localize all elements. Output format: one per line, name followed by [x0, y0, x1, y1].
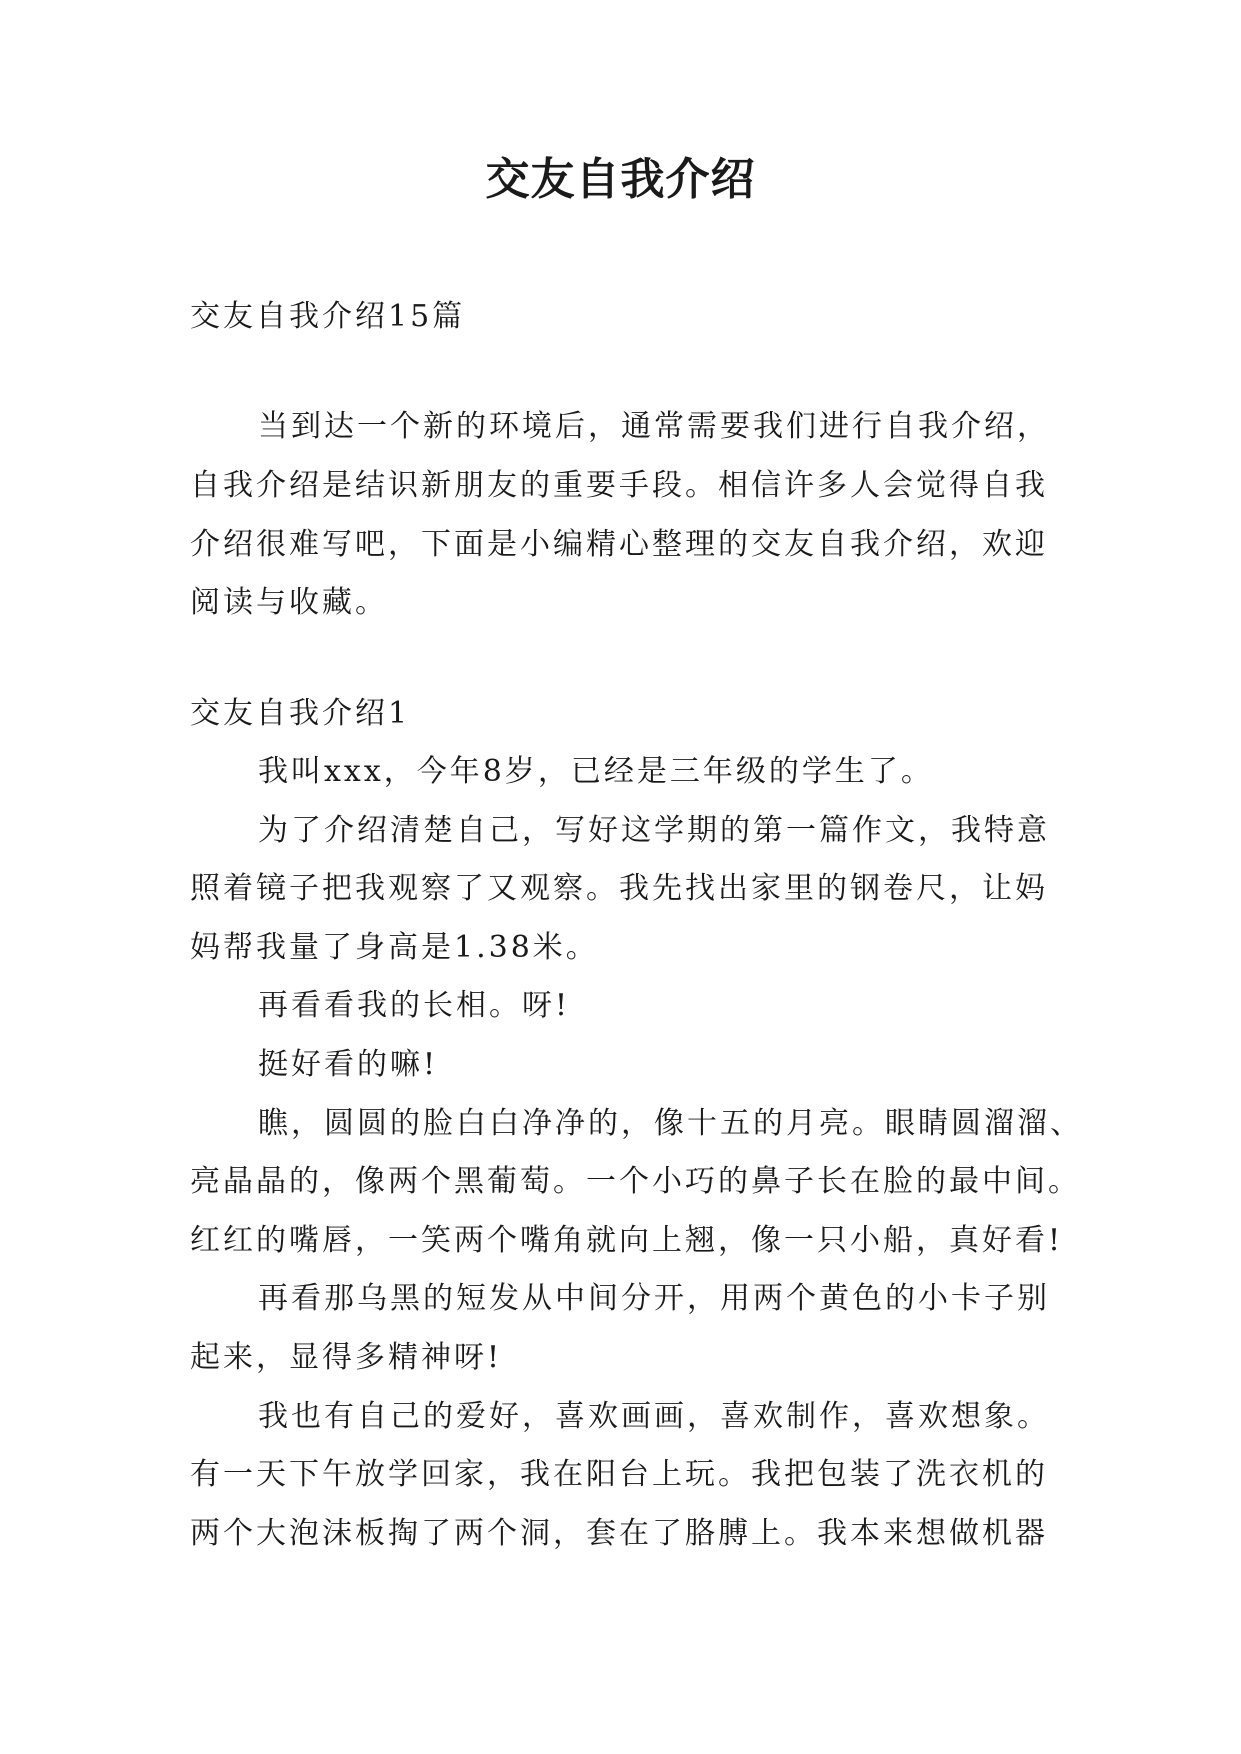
- body-line: 再看那乌黑的短发从中间分开，用两个黄色的小卡子别: [258, 1281, 1050, 1316]
- intro-line: 当到达一个新的环境后，通常需要我们进行自我介绍，: [258, 409, 1050, 444]
- body-line: 瞧，圆圆的脸白白净净的，像十五的月亮。眼睛圆溜溜、: [258, 1106, 1083, 1141]
- body-line: 挺好看的嘛!: [258, 1047, 439, 1082]
- body-line: 照着镜子把我观察了又观察。我先找出家里的钢卷尺，让妈: [190, 871, 1048, 906]
- intro-line: 自我介绍是结识新朋友的重要手段。相信许多人会觉得自我: [190, 468, 1048, 503]
- body-line: 有一天下午放学回家，我在阳台上玩。我把包装了洗衣机的: [190, 1457, 1048, 1492]
- body-line: 两个大泡沫板掏了两个洞，套在了胳膊上。我本来想做机器: [190, 1516, 1048, 1551]
- body-line: 为了介绍清楚自己，写好这学期的第一篇作文，我特意: [258, 813, 1050, 848]
- intro-line: 介绍很难写吧，下面是小编精心整理的交友自我介绍，欢迎: [190, 527, 1048, 562]
- body-line: 再看看我的长相。呀!: [258, 988, 571, 1023]
- body-line: 我叫xxx，今年8岁，已经是三年级的学生了。: [258, 754, 934, 789]
- section-heading: 交友自我介绍1: [190, 696, 411, 731]
- body-line: 亮晶晶的，像两个黑葡萄。一个小巧的鼻子长在脸的最中间。: [190, 1164, 1081, 1199]
- body-line: 我也有自己的爱好，喜欢画画，喜欢制作，喜欢想象。: [258, 1399, 1050, 1434]
- document-title: 交友自我介绍: [485, 154, 756, 205]
- body-line: 妈帮我量了身高是1.38米。: [190, 930, 599, 965]
- body-line: 红红的嘴唇，一笑两个嘴角就向上翘，像一只小船，真好看!: [190, 1223, 1064, 1258]
- intro-line: 阅读与收藏。: [190, 585, 388, 620]
- document-subtitle: 交友自我介绍15篇: [190, 299, 466, 334]
- body-line: 起来，显得多精神呀!: [190, 1340, 503, 1375]
